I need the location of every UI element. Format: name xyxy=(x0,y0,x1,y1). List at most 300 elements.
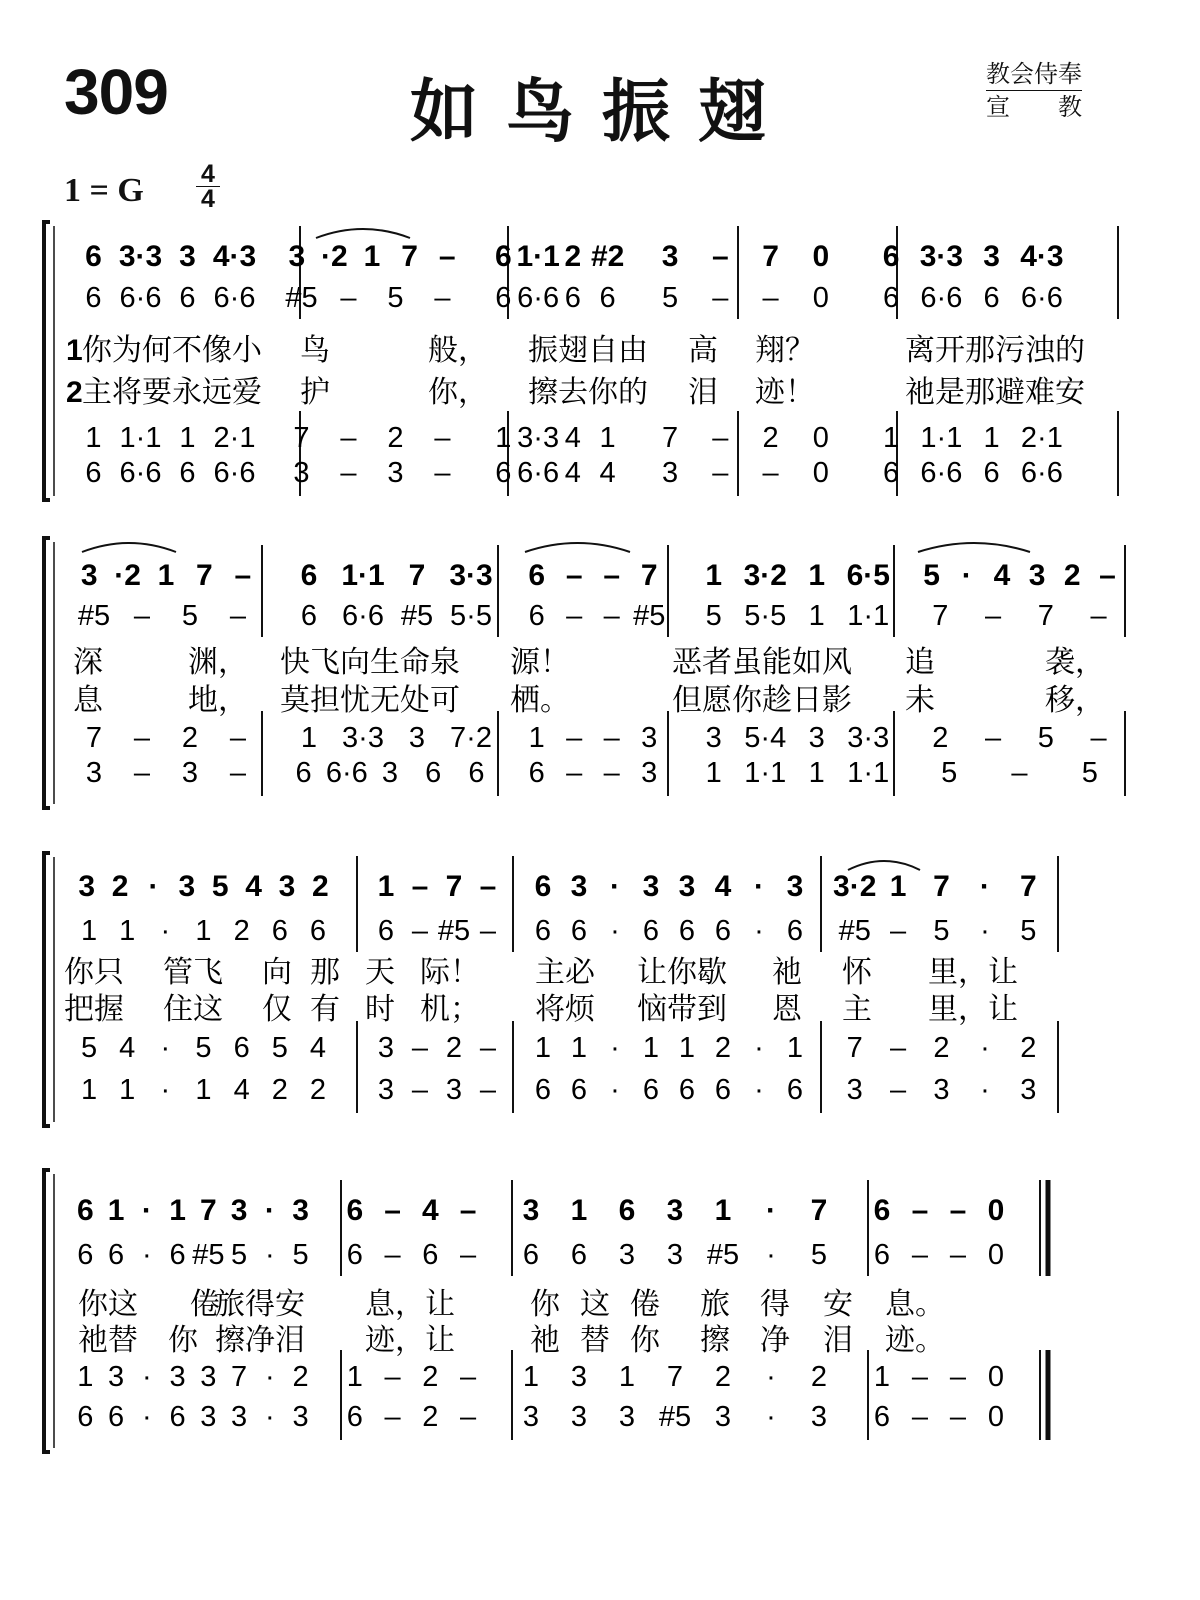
voice-bass xyxy=(347,1401,477,1433)
time-signature-bottom: 4 xyxy=(201,185,215,213)
note: 1·1 xyxy=(847,600,890,632)
voice-tenor xyxy=(662,422,829,454)
note: – xyxy=(566,600,583,632)
note: 2 xyxy=(932,722,949,754)
note: 6 xyxy=(108,1401,125,1433)
note: – xyxy=(949,1239,967,1271)
voice-alto xyxy=(347,1239,477,1271)
voice-tenor xyxy=(874,1361,1004,1393)
note: · xyxy=(980,915,990,947)
note: – xyxy=(133,757,151,789)
note: · xyxy=(766,1194,776,1227)
note: – xyxy=(479,1074,497,1106)
voice-soprano xyxy=(288,240,455,273)
note: 3 xyxy=(522,1401,540,1433)
note: 3 xyxy=(408,722,426,754)
note: 4 xyxy=(564,457,581,489)
voice-alto xyxy=(495,282,615,314)
note: 3 xyxy=(200,1401,217,1433)
note: 5·4 xyxy=(744,722,787,754)
note: 2 xyxy=(564,240,582,273)
lyric-syllable: 祂是那避难安 xyxy=(905,376,1085,409)
note: 1 xyxy=(528,722,545,754)
note: 5 xyxy=(1037,722,1054,754)
verse-number: 2 xyxy=(66,376,83,409)
note: 6 xyxy=(570,915,588,947)
note: 7 xyxy=(640,559,658,592)
note: 6 xyxy=(714,1074,732,1106)
lyric-syllable: 里，让 xyxy=(928,956,1018,989)
voice-tenor xyxy=(347,1361,477,1393)
attribution-line-2: 宣教 xyxy=(986,93,1082,121)
slur xyxy=(316,229,410,238)
lyric-syllable: 擦 xyxy=(700,1324,730,1357)
note: – xyxy=(133,722,151,754)
note: 1·1 xyxy=(516,240,560,273)
note: 2 xyxy=(309,1074,326,1106)
voice-alto xyxy=(301,600,492,632)
note: 1 xyxy=(786,1032,804,1064)
voice-soprano xyxy=(78,870,328,903)
note: 1 xyxy=(889,870,907,903)
note: 7·2 xyxy=(450,722,492,754)
note: 1 xyxy=(705,559,723,592)
note: #2 xyxy=(590,240,625,273)
note: – xyxy=(340,422,357,454)
note: – xyxy=(949,1361,967,1393)
note: · xyxy=(265,1239,275,1271)
note: – xyxy=(434,422,451,454)
lyric-syllable: 源！ xyxy=(510,646,570,679)
lyric-syllable: 追 xyxy=(905,646,935,679)
lyric-syllable: 祂替 xyxy=(78,1324,138,1357)
note: · xyxy=(754,870,764,903)
note: 1·1 xyxy=(341,559,385,592)
note: – xyxy=(949,1194,967,1227)
note: 3 xyxy=(678,870,696,903)
lyric-syllable: 迹。 xyxy=(885,1324,945,1357)
note: – xyxy=(603,722,620,754)
note: – xyxy=(890,1074,907,1106)
note: 3 xyxy=(810,1401,828,1433)
lyric-syllable: 住这 xyxy=(163,993,223,1026)
note: 2 xyxy=(1020,1032,1037,1064)
note: 3·3 xyxy=(919,240,964,273)
lyric-syllable: 移， xyxy=(1045,684,1105,717)
note: 2 xyxy=(762,422,779,454)
note: – xyxy=(460,1239,477,1271)
note: #5 xyxy=(192,1239,225,1271)
note: 4·3 xyxy=(1020,240,1064,273)
note: 5 xyxy=(933,915,950,947)
voice-soprano xyxy=(378,870,497,903)
lyric-syllable: 但愿你趁日影 xyxy=(672,684,852,717)
lyric-syllable: 息。 xyxy=(885,1288,945,1321)
note: – xyxy=(712,282,729,314)
note: 5 xyxy=(292,1239,309,1271)
lyric-syllable: 深 xyxy=(73,646,103,679)
voice-bass xyxy=(86,757,247,789)
note: 6 xyxy=(422,1239,439,1271)
lyric-syllable: 有 xyxy=(310,993,340,1026)
note: 1 xyxy=(169,1194,186,1227)
note: 2 xyxy=(1063,559,1081,592)
note: 3 xyxy=(618,1239,636,1271)
voice-tenor xyxy=(535,1032,803,1064)
note: 5·5 xyxy=(450,600,492,632)
note: 3 xyxy=(570,1361,588,1393)
note: 3·3 xyxy=(847,722,890,754)
note: 6 xyxy=(346,1194,364,1227)
note: – xyxy=(411,870,429,903)
score-system xyxy=(44,1170,1048,1452)
voice-tenor xyxy=(932,722,1107,754)
note: 6 xyxy=(599,282,616,314)
voice-soprano xyxy=(833,870,1037,903)
time-signature-top: 4 xyxy=(196,162,220,187)
note: – xyxy=(603,757,620,789)
note: 7 xyxy=(666,1361,684,1393)
attribution-line-1: 教会侍奉 xyxy=(986,58,1082,91)
lyric-syllable: 泪 xyxy=(688,376,718,409)
voice-soprano xyxy=(923,559,1116,592)
note: · xyxy=(148,870,159,903)
lyrics-verse1 xyxy=(73,646,1105,679)
note: 3 xyxy=(78,870,96,903)
lyric-syllable: 主将要永远爱 xyxy=(82,376,262,409)
note: 6 xyxy=(873,1401,891,1433)
lyric-syllable: 翔？ xyxy=(755,334,815,367)
voice-alto xyxy=(839,915,1037,947)
voice-tenor xyxy=(847,1032,1037,1064)
voice-alto xyxy=(874,1239,1004,1271)
note: 3 xyxy=(230,1194,248,1227)
lyric-syllable: 栖。 xyxy=(510,684,570,717)
voice-alto xyxy=(81,915,326,947)
note: – xyxy=(438,240,456,273)
note: #5 xyxy=(437,915,471,947)
note: 2 xyxy=(810,1361,828,1393)
note: 1·1 xyxy=(119,422,162,454)
note: 7 xyxy=(810,1194,828,1227)
note: · xyxy=(980,1032,990,1064)
note: 3 xyxy=(570,870,588,903)
note: – xyxy=(411,1074,429,1106)
note: · xyxy=(160,1032,171,1064)
lyric-syllable: 你为何不像小 xyxy=(82,334,262,367)
note: 6·6 xyxy=(213,282,256,314)
note: 1 xyxy=(522,1361,540,1393)
note: 3·2 xyxy=(743,559,787,592)
note: 6 xyxy=(77,1194,94,1227)
lyric-syllable: 净 xyxy=(760,1324,790,1357)
lyric-syllable: 擦去你的 xyxy=(528,376,648,409)
note: 1 xyxy=(678,1032,696,1064)
note: 2 xyxy=(714,1361,732,1393)
voice-soprano xyxy=(874,1194,1005,1227)
note: 1 xyxy=(714,1194,732,1227)
note: 6 xyxy=(883,457,900,489)
note: 6·6 xyxy=(325,757,368,789)
voice-tenor xyxy=(85,422,255,454)
score-system xyxy=(44,853,1058,1126)
note: · xyxy=(142,1239,152,1271)
note: 6 xyxy=(85,457,102,489)
note: 3 xyxy=(445,1074,463,1106)
note: 3 xyxy=(714,1401,732,1433)
note: 5 xyxy=(810,1239,828,1271)
voice-alto xyxy=(706,600,890,632)
note: – xyxy=(566,722,583,754)
note: – xyxy=(890,915,907,947)
voice-tenor xyxy=(378,1032,497,1064)
note: · xyxy=(766,1239,776,1271)
note: 6 xyxy=(564,282,581,314)
slur xyxy=(918,543,1030,552)
lyric-syllable: 机； xyxy=(420,993,480,1026)
note: 6 xyxy=(85,282,102,314)
note: #5 xyxy=(706,1239,740,1271)
note: – xyxy=(762,282,779,314)
note: 6 xyxy=(495,457,512,489)
note: 3 xyxy=(80,559,98,592)
note: 6 xyxy=(786,915,804,947)
note: 6 xyxy=(528,600,545,632)
note: – xyxy=(911,1239,929,1271)
voice-alto xyxy=(932,600,1107,632)
note: 7 xyxy=(1037,600,1054,632)
note: 1 xyxy=(570,1194,588,1227)
lyric-syllable: 息 xyxy=(73,684,103,717)
note: 6·6 xyxy=(1020,457,1063,489)
note: – xyxy=(434,457,451,489)
note: – xyxy=(911,1194,929,1227)
slur xyxy=(525,543,630,552)
note: 4 xyxy=(245,870,262,903)
note: · xyxy=(265,1361,275,1393)
note: 6 xyxy=(786,1074,804,1106)
note: 1 xyxy=(495,422,512,454)
note: 5 xyxy=(923,559,940,592)
note: – xyxy=(460,1361,477,1393)
voice-soprano xyxy=(495,240,624,273)
note: – xyxy=(566,757,583,789)
lyric-syllable: 旅 xyxy=(700,1288,730,1321)
note: 6 xyxy=(678,915,696,947)
note: 3 xyxy=(85,757,103,789)
note: 3·2 xyxy=(833,870,877,903)
system-bracket xyxy=(44,1170,50,1452)
note: – xyxy=(712,422,729,454)
note: 6 xyxy=(377,915,395,947)
note: 2·1 xyxy=(1020,422,1063,454)
lyric-syllable: 主必 xyxy=(535,956,595,989)
lyric-syllable: 擦净泪 xyxy=(215,1324,305,1357)
note: 1 xyxy=(195,915,212,947)
score-system xyxy=(44,222,1118,500)
note: · xyxy=(766,1361,776,1393)
note: 1 xyxy=(599,422,616,454)
lyric-syllable: 怀 xyxy=(842,956,872,989)
lyrics-verse2 xyxy=(64,993,1018,1026)
lyric-syllable: 袭， xyxy=(1045,646,1105,679)
system-bracket xyxy=(44,538,50,808)
note: 4 xyxy=(993,559,1011,592)
note: ·2 xyxy=(114,559,141,592)
note: 1 xyxy=(642,1032,660,1064)
note: 1·1 xyxy=(744,757,787,789)
note: 6 xyxy=(570,1239,588,1271)
note: – xyxy=(229,600,247,632)
lyric-syllable: 泪 xyxy=(823,1324,853,1357)
note: 6 xyxy=(534,915,552,947)
note: 1 xyxy=(363,240,381,273)
voice-bass xyxy=(495,457,615,489)
note: – xyxy=(434,282,451,314)
note: 3 xyxy=(641,757,658,789)
note: 5 xyxy=(81,1032,98,1064)
key-signature: 1 = G xyxy=(64,172,144,209)
note: 6 xyxy=(495,240,512,273)
note: 1·1 xyxy=(920,422,963,454)
note: – xyxy=(459,1194,477,1227)
note: 6 xyxy=(179,457,196,489)
note: #5 xyxy=(77,600,111,632)
voice-soprano xyxy=(81,559,251,592)
note: 3 xyxy=(641,722,658,754)
note: – xyxy=(911,1361,929,1393)
note: · xyxy=(610,870,620,903)
lyric-syllable: 渊， xyxy=(188,646,248,679)
lyric-syllable: 迹，让 xyxy=(365,1324,455,1357)
voice-alto xyxy=(529,600,666,632)
score-system xyxy=(44,538,1125,808)
note: 1 xyxy=(119,915,136,947)
voice-bass xyxy=(535,1074,803,1106)
note: 5 xyxy=(941,757,958,789)
note: 3 xyxy=(293,457,310,489)
note: 1·1 xyxy=(847,757,890,789)
note: 1 xyxy=(808,559,826,592)
voice-soprano xyxy=(347,1194,477,1227)
lyric-syllable: 护 xyxy=(300,376,330,409)
note: – xyxy=(340,282,357,314)
note: 1 xyxy=(300,722,318,754)
voice-alto xyxy=(662,282,829,314)
note: 6·6 xyxy=(119,457,162,489)
note: – xyxy=(384,1239,401,1271)
note: 7 xyxy=(762,240,779,273)
note: 2 xyxy=(292,1361,309,1393)
lyric-syllable: 鸟 xyxy=(300,334,330,367)
note: 6·6 xyxy=(920,457,963,489)
note: 2 xyxy=(422,1401,439,1433)
note: 7 xyxy=(1019,870,1037,903)
note: 3 xyxy=(292,1194,309,1227)
note: 3 xyxy=(661,240,679,273)
voice-alto xyxy=(378,915,497,947)
note: 7 xyxy=(231,1361,248,1393)
note: 0 xyxy=(987,1401,1005,1433)
lyric-syllable: 恼带到 xyxy=(637,993,727,1026)
voice-bass xyxy=(941,757,1098,789)
lyric-syllable: 你只 xyxy=(64,956,124,989)
note: 6 xyxy=(108,1239,125,1271)
lyric-syllable: 你 xyxy=(630,1324,660,1357)
note: 1 xyxy=(179,422,196,454)
note: 1 xyxy=(119,1074,136,1106)
note: 6 xyxy=(77,1239,94,1271)
lyric-syllable: 倦 xyxy=(630,1288,660,1321)
note: – xyxy=(603,559,621,592)
note: – xyxy=(762,457,779,489)
lyric-syllable: 际！ xyxy=(420,956,480,989)
note: · xyxy=(265,1401,275,1433)
voice-soprano xyxy=(528,559,657,592)
note: – xyxy=(565,559,583,592)
note: · xyxy=(610,915,620,947)
voice-alto xyxy=(535,915,803,947)
note: 3 xyxy=(231,1401,248,1433)
note: 7 xyxy=(933,870,950,903)
note: #5 xyxy=(285,282,318,314)
voice-soprano xyxy=(301,559,493,592)
voice-bass xyxy=(529,757,658,789)
lyric-syllable: 你 xyxy=(168,1324,198,1357)
note: · xyxy=(754,1032,764,1064)
note: 2·1 xyxy=(213,422,256,454)
lyrics-verse1 xyxy=(66,334,1085,367)
slur xyxy=(848,861,920,870)
note: – xyxy=(340,457,357,489)
note: 3 xyxy=(381,757,399,789)
note: · xyxy=(142,1361,152,1393)
voice-alto xyxy=(78,600,247,632)
note: #5 xyxy=(658,1401,692,1433)
note: 3·3 xyxy=(449,559,493,592)
note: 6 xyxy=(295,757,312,789)
note: 3·3 xyxy=(517,422,560,454)
note: – xyxy=(911,1401,929,1433)
lyric-syllable: 恩 xyxy=(772,993,802,1026)
note: 7 xyxy=(196,559,213,592)
note: 6 xyxy=(309,915,326,947)
voice-soprano xyxy=(523,1194,828,1227)
voice-soprano xyxy=(662,240,829,273)
note: 7 xyxy=(85,722,103,754)
note: 6 xyxy=(346,1401,363,1433)
note: 6 xyxy=(534,1074,552,1106)
note: 3 xyxy=(178,870,196,903)
note: 6·6 xyxy=(920,282,963,314)
voice-bass xyxy=(293,457,451,489)
voice-bass xyxy=(847,1074,1037,1106)
note: 3 xyxy=(288,240,306,273)
voice-tenor xyxy=(883,422,1063,454)
note: · xyxy=(610,1032,620,1064)
note: – xyxy=(479,915,497,947)
note: 6·6 xyxy=(342,600,384,632)
note: 4 xyxy=(564,422,581,454)
note: 6·6 xyxy=(517,282,560,314)
lyric-syllable: 管飞 xyxy=(163,956,223,989)
note: · xyxy=(979,870,990,903)
lyric-syllable: 向 xyxy=(262,956,292,989)
note: 5 xyxy=(231,1239,248,1271)
voice-bass xyxy=(378,1074,497,1106)
note: 3 xyxy=(200,1361,217,1393)
lyric-syllable: 把握 xyxy=(64,993,124,1026)
